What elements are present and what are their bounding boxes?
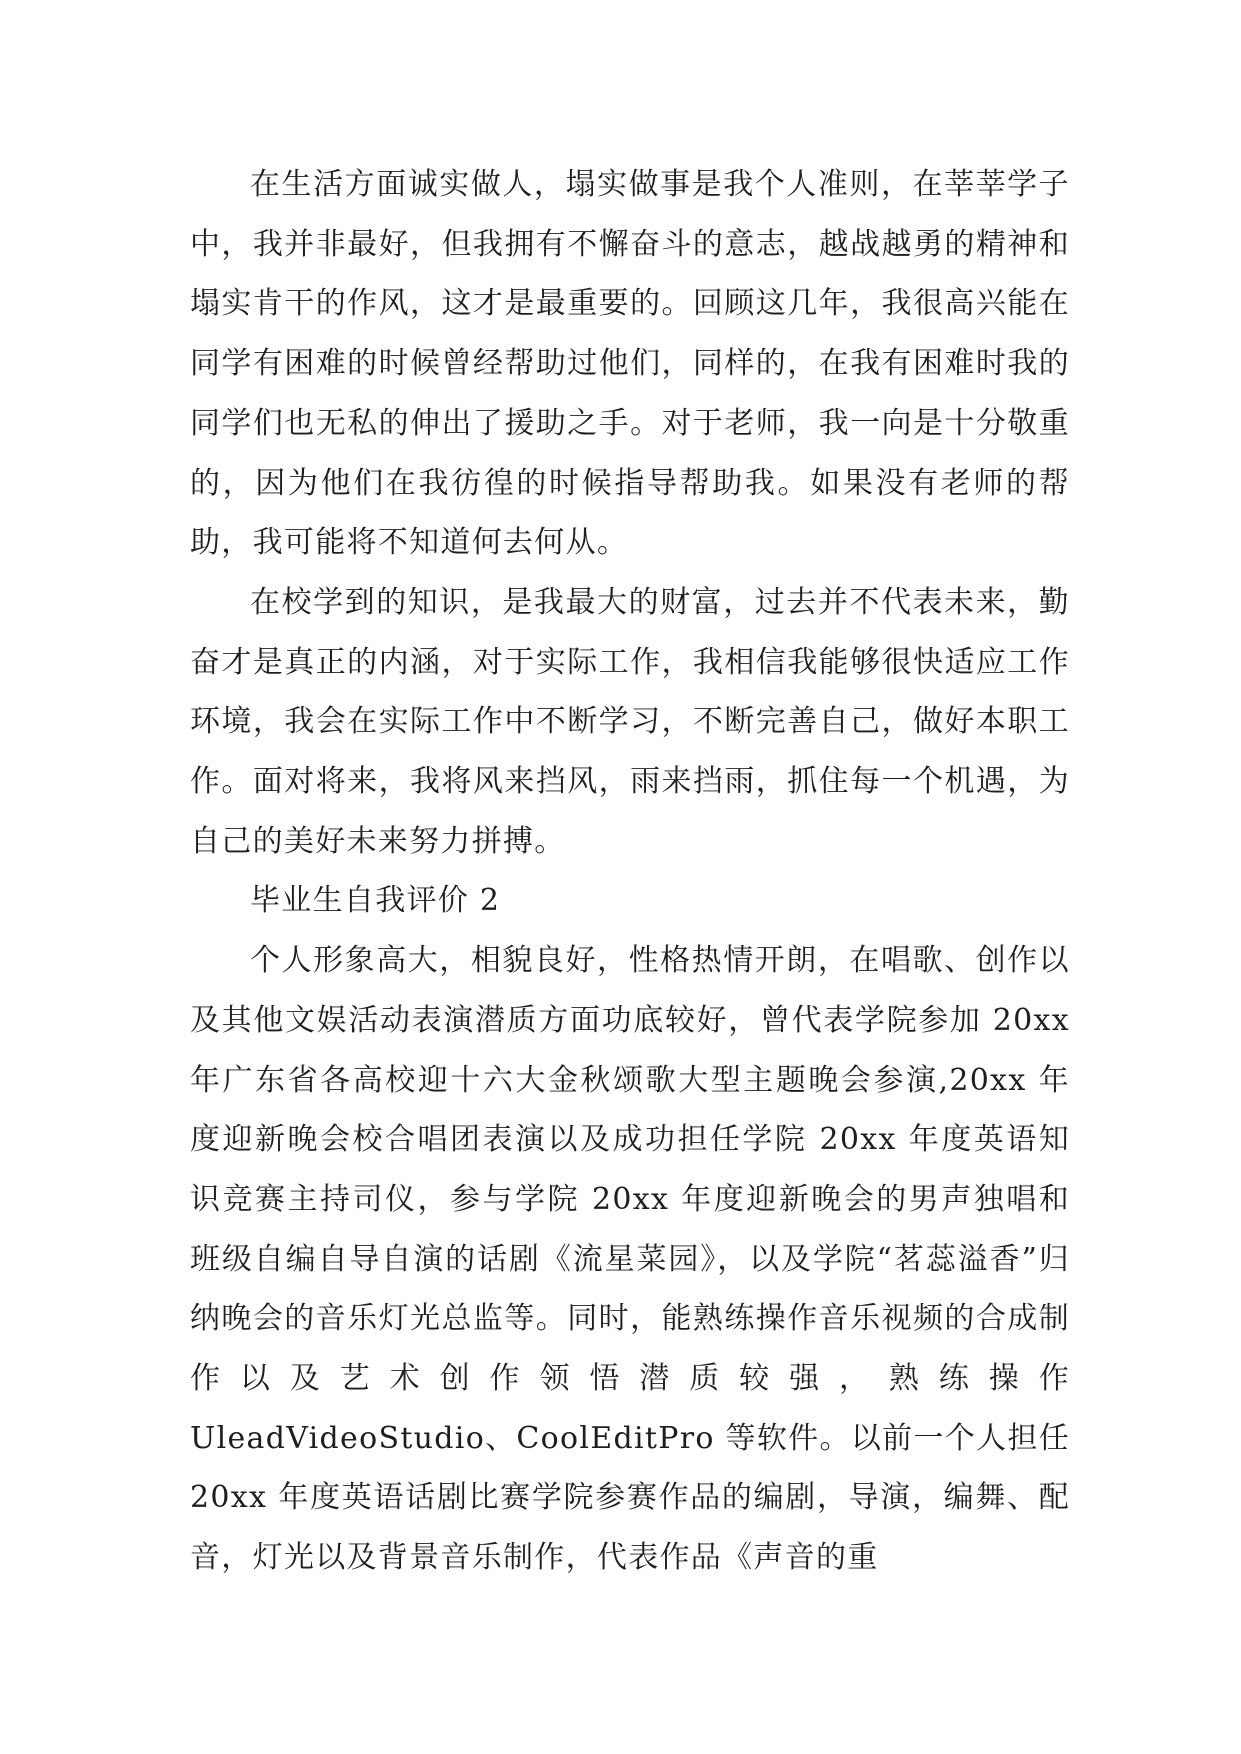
paragraph-life-attitude: 在生活方面诚实做人，塌实做事是我个人准则，在莘莘学子中，我并非最好，但我拥有不懈奋斗的意志，越战越勇的精神和塌实肯干的作风，这才是最重要的。回顾这几年，我很高兴能在同学有困难的时候曾经帮助过他们，同样的，在我有困难时我的同学们也无私的伸出了援助之手。对于老师，我一向是十分敬重的，因为他们在我彷徨的时候指导帮助我。如果没有老师的帮助，我可能将不知道何去何从。 [190, 167, 1070, 561]
section-heading: 毕业生自我评价 2 [250, 883, 501, 919]
paragraph-knowledge-future: 在校学到的知识，是我最大的财富，过去并不代表未来，勤奋才是真正的内涵，对于实际工作，我相信我能够很快适应工作环境，我会在实际工作中不断学习，不断完善自己，做好本职工作。面对将来，我将风来挡风，雨来挡雨，抓住每一个机遇，为自己的美好未来努力拼搏。 [190, 584, 1070, 859]
document-body [190, 155, 1070, 1588]
paragraph-personal-profile: 个人形象高大，相貌良好，性格热情开朗，在唱歌、创作以及其他文娱活动表演潜质方面功底较好，曾代表学院参加 20xx 年广东省各高校迎十六大金秋颂歌大型主题晚会参演,20xx 年度迎新晚会校合唱团表演以及成功担任学院 20xx 年度英语知识竞赛主持司仪，参与学院 20xx 年度迎新晚会的男声独唱和班级自编自导自演的话剧《流星菜园》，以及学院“茗蕊溢香”归纳晚会的音乐灯光总监等。同时，能熟练操作音乐视频的合成制作以及艺术创作领悟潜质较强，熟练操作 UleadVideoStudio、CoolEditPro 等软件。以前一个人担任 20xx 年度英语话剧比赛学院参赛作品的编剧，导演，编舞、配音，灯光以及背景音乐制作，代表作品《声音的重 [190, 943, 1070, 1576]
